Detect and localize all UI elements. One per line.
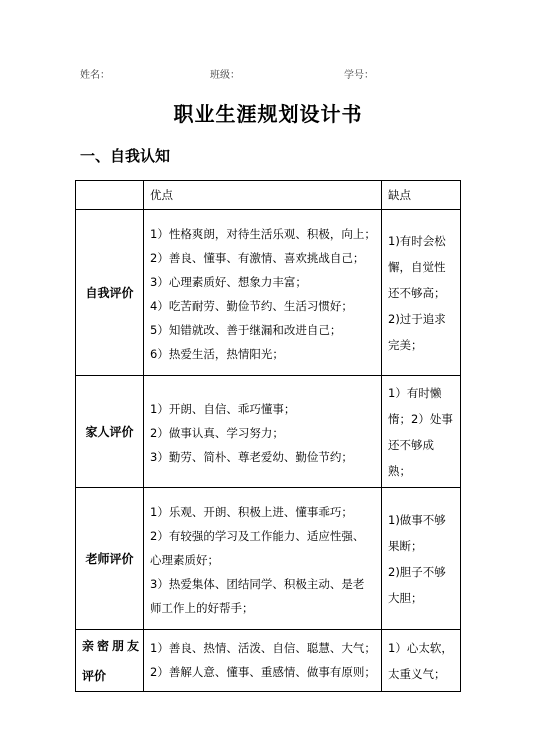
list-item: 2）做事认真、学习努力； bbox=[150, 425, 284, 440]
list-item: 1）性格爽朗，对待生活乐观、积极，向上； bbox=[150, 226, 376, 241]
list-item: 惰；2）处事 bbox=[388, 411, 453, 426]
list-item: 心理素质好； bbox=[150, 552, 219, 567]
list-item: 2）善解人意、懂事、重感情、做事有原则； bbox=[150, 664, 376, 679]
row-label-self: 自我评价 bbox=[76, 210, 144, 376]
table-header-row bbox=[76, 181, 461, 210]
list-item: 6）热爱生活，热情阳光； bbox=[150, 346, 284, 361]
list-item: 1）善良、热情、活泼、自信、聪慧、大气； bbox=[150, 640, 376, 655]
header-blank-cell bbox=[76, 181, 144, 210]
list-item: 2)胆子不够 bbox=[388, 564, 446, 579]
row-label-family: 家人评价 bbox=[76, 376, 144, 488]
list-item: 还不够成 bbox=[388, 437, 434, 452]
header-advantages: 优点 bbox=[144, 181, 382, 210]
disadvantages-cell bbox=[382, 630, 461, 692]
advantages-cell bbox=[144, 630, 382, 692]
row-label-teacher: 老师评价 bbox=[76, 488, 144, 630]
table-row bbox=[76, 630, 461, 692]
list-item: 还不够高； bbox=[388, 285, 446, 300]
advantages-cell bbox=[144, 376, 382, 488]
list-item: 完美； bbox=[388, 337, 423, 352]
row-label-line: 亲密朋友 bbox=[82, 638, 143, 653]
list-item: 3）热爱集体、团结同学、积极主动、是老 bbox=[150, 576, 365, 591]
row-label-line: 评价 bbox=[82, 668, 107, 683]
advantages-cell bbox=[144, 488, 382, 630]
name-label: 姓名： bbox=[80, 70, 110, 81]
list-item: 3）勤劳、简朴、尊老爱幼、勤俭节约； bbox=[150, 449, 353, 464]
list-item: 1)有时会松 bbox=[388, 233, 446, 248]
list-item: 师工作上的好帮手； bbox=[150, 600, 254, 615]
list-item: 4）吃苦耐劳、勤俭节约、生活习惯好； bbox=[150, 298, 353, 313]
list-item: 2）有较强的学习及工作能力、适应性强、 bbox=[150, 528, 365, 543]
list-item: 懈，自觉性 bbox=[388, 259, 446, 274]
disadvantages-cell bbox=[382, 210, 461, 376]
disadvantages-cell bbox=[382, 488, 461, 630]
header-disadvantages: 缺点 bbox=[382, 181, 461, 210]
page-title: 职业生涯规划设计书 bbox=[173, 102, 363, 126]
section-heading: 一、自我认知 bbox=[80, 147, 171, 165]
advantages-cell bbox=[144, 210, 382, 376]
list-item: 1）有时懒 bbox=[388, 385, 442, 400]
list-item: 太重义气； bbox=[388, 666, 446, 681]
table-row bbox=[76, 488, 461, 630]
table-row bbox=[76, 210, 461, 376]
self-assessment-table bbox=[75, 180, 461, 692]
disadvantages-cell bbox=[382, 376, 461, 488]
class-label: 班级： bbox=[210, 70, 240, 81]
list-item: 1）心太软， bbox=[388, 640, 453, 655]
list-item: 果断； bbox=[388, 538, 423, 553]
list-item: 3）心理素质好、想象力丰富； bbox=[150, 274, 307, 289]
list-item: 1）乐观、开朗、积极上进、懂事乖巧； bbox=[150, 504, 353, 519]
list-item: 2)过于追求 bbox=[388, 311, 446, 326]
table-row bbox=[76, 376, 461, 488]
row-label-friends bbox=[76, 630, 144, 692]
list-item: 1）开朗、自信、乖巧懂事； bbox=[150, 401, 296, 416]
list-item: 5）知错就改、善于继漏和改进自己； bbox=[150, 322, 342, 337]
student-id-label: 学号： bbox=[344, 70, 374, 81]
list-item: 熟； bbox=[388, 463, 411, 478]
list-item: 1)做事不够 bbox=[388, 512, 446, 527]
list-item: 大胆； bbox=[388, 590, 423, 605]
list-item: 2）善良、懂事、有激情、喜欢挑战自己； bbox=[150, 250, 365, 265]
